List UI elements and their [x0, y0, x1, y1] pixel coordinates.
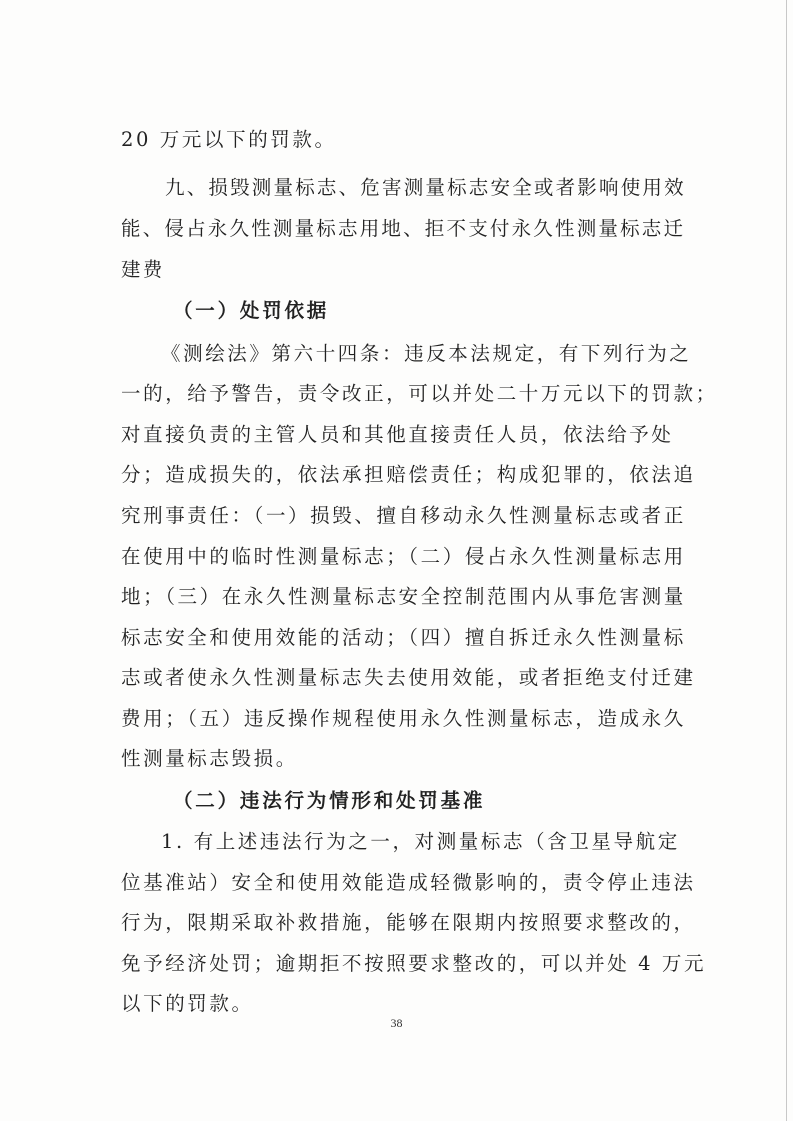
paragraph-line: 费用；（五）违反操作规程使用永久性测量标志，造成永久	[121, 707, 686, 730]
section-heading: 能、侵占永久性测量标志用地、拒不支付永久性测量标志迁	[121, 217, 686, 240]
paragraph-line: 对直接负责的主管人员和其他直接责任人员，依法给予处	[121, 423, 674, 446]
paragraph-line: 1. 有上述违法行为之一，对测量标志（含卫星导航定	[161, 830, 680, 853]
paragraph-line: 性测量标志毁损。	[121, 747, 298, 770]
section-heading: 九、损毁测量标志、危害测量标志安全或者影响使用效	[165, 176, 686, 199]
paragraph-line: 免予经济处罚；逾期拒不按照要求整改的，可以并处 4 万元	[121, 952, 707, 975]
paragraph-line: 以下的罚款。	[121, 992, 254, 1015]
paragraph-line: 20 万元以下的罚款。	[121, 128, 337, 151]
subsection-heading: （一）处罚依据	[173, 299, 330, 322]
paragraph-line: 行为，限期采取补救措施，能够在限期内按照要求整改的，	[121, 911, 696, 934]
paragraph-line: 分；造成损失的，依法承担赔偿责任；构成犯罪的，依法追	[121, 463, 696, 486]
paragraph-line: 《测绘法》第六十四条：违反本法规定，有下列行为之	[161, 342, 692, 365]
paragraph-line: 一的，给予警告，责令改正，可以并处二十万元以下的罚款；	[121, 382, 718, 405]
paragraph-line: 在使用中的临时性测量标志；（二）侵占永久性测量标志用	[121, 545, 686, 568]
page-edge	[786, 0, 787, 1121]
paragraph-line: 地；（三）在永久性测量标志安全控制范围内从事危害测量	[121, 585, 686, 608]
paragraph-line: 位基准站）安全和使用效能造成轻微影响的，责令停止违法	[121, 871, 696, 894]
subsection-heading: （二）违法行为情形和处罚基准	[173, 789, 486, 812]
paragraph-line: 究刑事责任：（一）损毁、擅自移动永久性测量标志或者正	[121, 504, 686, 527]
paragraph-line: 标志安全和使用效能的活动；（四）擅自拆迁永久性测量标	[121, 626, 686, 649]
section-heading: 建费	[121, 258, 165, 281]
paragraph-line: 志或者使永久性测量标志失去使用效能，或者拒绝支付迁建	[121, 666, 696, 689]
page-number: 38	[390, 1016, 403, 1030]
